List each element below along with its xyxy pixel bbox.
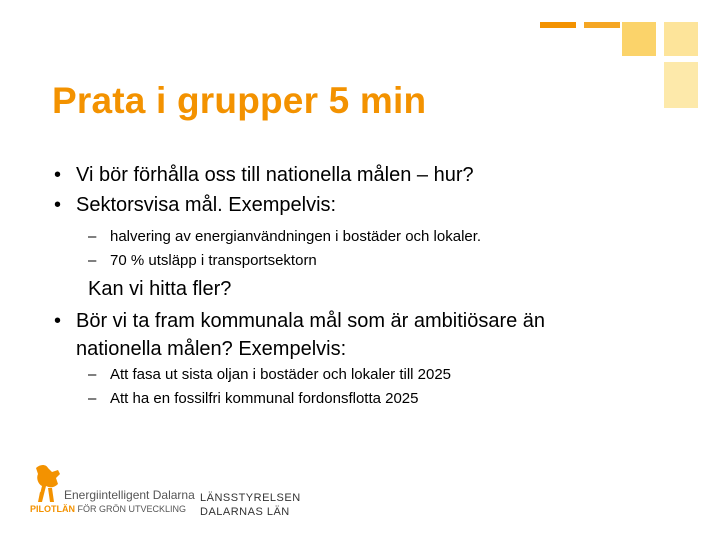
sub-item-text: Att fasa ut sista oljan i bostäder och lokaler till 2025 <box>110 366 452 383</box>
bullet-item-1 <box>54 164 474 187</box>
bullet-item-3 <box>54 310 545 333</box>
sub-item-text: halvering av energianvändningen i bostäder och lokaler. <box>110 228 482 245</box>
decor-block-pale-tall <box>664 62 698 108</box>
slide-title: Prata i grupper 5 min <box>52 80 427 121</box>
decor-bar-orange <box>540 22 576 28</box>
bullet-glyph: • <box>54 194 62 216</box>
bullet-item-text: Bör vi ta fram kommunala mål som är ambitiösare än <box>76 310 546 332</box>
bullet-item-text: Vi bör förhålla oss till nationella målen – hur? <box>76 164 474 186</box>
decor-block-yellow <box>622 22 656 56</box>
logo-energiintelligent-line1: Energiintelligent Dalarna <box>64 488 195 502</box>
dash-glyph: – <box>88 390 97 407</box>
dalahorse-icon <box>30 462 64 506</box>
logo-lansstyrelsen-line2: DALARNAS LÄN <box>200 506 290 518</box>
sub-item-text: 70 % utsläpp i transportsektorn <box>110 252 317 269</box>
bullet-item-3-line2: nationella målen? Exempelvis: <box>76 338 347 360</box>
dash-glyph: – <box>88 228 97 245</box>
bullet-item-text: Sektorsvisa mål. Exempelvis: <box>76 194 337 216</box>
dash-glyph: – <box>88 252 97 269</box>
sub-item-text: Att ha en fossilfri kommunal fordonsflotta 2025 <box>110 390 419 407</box>
sub-item-2 <box>88 252 317 269</box>
logo-pilotlan-text: PILOTLÄN <box>30 504 75 514</box>
bullet-glyph: • <box>54 310 62 332</box>
bullet-glyph: • <box>54 164 62 186</box>
sub-item-4 <box>88 390 419 407</box>
logo-lansstyrelsen-line1: LÄNSSTYRELSEN <box>200 492 301 504</box>
continuation-text: Kan vi hitta fler? <box>88 278 232 300</box>
sub-item-1 <box>88 228 481 245</box>
logo-gron-utveckling-text: FÖR GRÖN UTVECKLING <box>77 504 187 514</box>
logo-energiintelligent-line2 <box>30 504 186 514</box>
decor-block-pale <box>664 22 698 56</box>
sub-item-3 <box>88 366 451 383</box>
decor-bar-orange-2 <box>584 22 620 28</box>
dash-glyph: – <box>88 366 97 383</box>
bullet-item-2 <box>54 194 336 217</box>
